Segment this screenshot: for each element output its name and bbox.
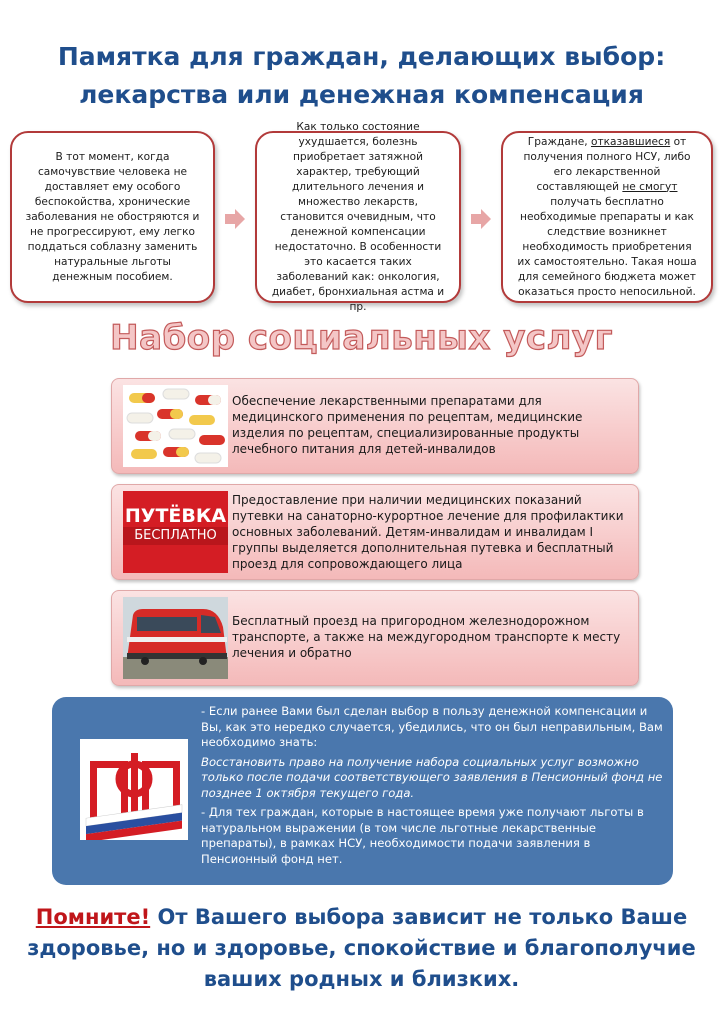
info-box-2-text: Как только состояние ухудшается, болезнь приобретает затяжной характер, требующий длительного лечения и множество лекарств, становится очевидным, что денежной компенсации недостаточно. В особенности это касается таких заболеваний как: онкология, диабет, бронхиальная астма и пр. <box>271 120 445 313</box>
page-title <box>0 38 723 114</box>
info-box-1 <box>10 131 215 303</box>
service-card-transport <box>111 590 639 686</box>
voucher-image <box>123 491 228 573</box>
pills-image <box>123 385 228 467</box>
title-line-2: лекарства или денежная компенсация <box>79 80 644 109</box>
service-text-transport: Бесплатный проезд на пригородном железнодорожном транспорте, а также на междугородном транспорте к месту лечения и обратно <box>232 614 621 660</box>
train-image <box>123 597 228 679</box>
info-box-3 <box>501 131 713 303</box>
info-panel <box>52 697 673 885</box>
info-box-1-text: В тот момент, когда самочувствие человека не доставляет ему особого беспокойства, хронические заболевания не обостряются и не прогрессируют, ему легко поддаться соблазну заменить натуральные льготы денежным пособием. <box>25 150 200 283</box>
service-text-voucher: Предоставление при наличии медицинских показаний путевки на санаторно-курортное лечение для профилактики основных заболеваний. Детям-инвалидам и инвалидам I группы выделяется дополнительная путевка и бесплатный проезд для сопровождающего лица <box>232 493 624 571</box>
pension-fund-logo <box>80 739 188 840</box>
info-box-3-text: Граждане, отказавшиеся от получения полного НСУ, либо его лекарственной составляющей не смогут получать бесплатно необходимые препараты и как следствие возникнет необходимость приобретения их самостоятельно. Такая ноша для семейного бюджета может оказаться просто непосильной. <box>517 135 697 298</box>
arrow-right-icon <box>224 208 246 230</box>
arrow-right-icon <box>470 208 492 230</box>
info-box-2 <box>255 120 461 313</box>
voucher-title: ПУТЁВКА <box>124 505 227 527</box>
footer-line-3: ваших родных и близких. <box>203 967 520 991</box>
footer-line-1: От Вашего выбора зависит не только Ваше <box>150 905 688 929</box>
info-paragraph-2: Восстановить право на получение набора социальных услуг возможно только после подачи соответствующего заявления в Пенсионный фонд не позднее 1 октября текущего года. <box>201 754 663 800</box>
title-line-1: Памятка для граждан, делающих выбор: <box>57 42 666 71</box>
section-heading: Набор социальных услуг <box>110 318 613 358</box>
voucher-subtitle: БЕСПЛАТНО <box>123 527 228 545</box>
info-paragraph-3: - Для тех граждан, которые в настоящее время уже получают льготы в натуральном выражении (в том числе льготные лекарственные препараты), в рамках НСУ, необходимости подачи заявления в Пенсионный фонд нет. <box>201 805 644 866</box>
info-paragraph-1: - Если ранее Вами был сделан выбор в пользу денежной компенсации и Вы, как это нередко случается, убедились, что он был неправильным, Вам необходимо знать: <box>201 704 663 749</box>
service-card-voucher <box>111 484 639 580</box>
service-text-medicines: Обеспечение лекарственными препаратами для медицинского применения по рецептам, медицинские изделия по рецептам, специализированные продукты лечебного питания для детей-инвалидов <box>232 394 583 456</box>
info-panel-text <box>201 704 667 871</box>
footer-reminder <box>0 902 723 995</box>
footer-line-2: здоровье, но и здоровье, спокойствие и благополучие <box>27 936 696 960</box>
service-card-medicines <box>111 378 639 474</box>
footer-remember: Помните! <box>35 905 151 929</box>
